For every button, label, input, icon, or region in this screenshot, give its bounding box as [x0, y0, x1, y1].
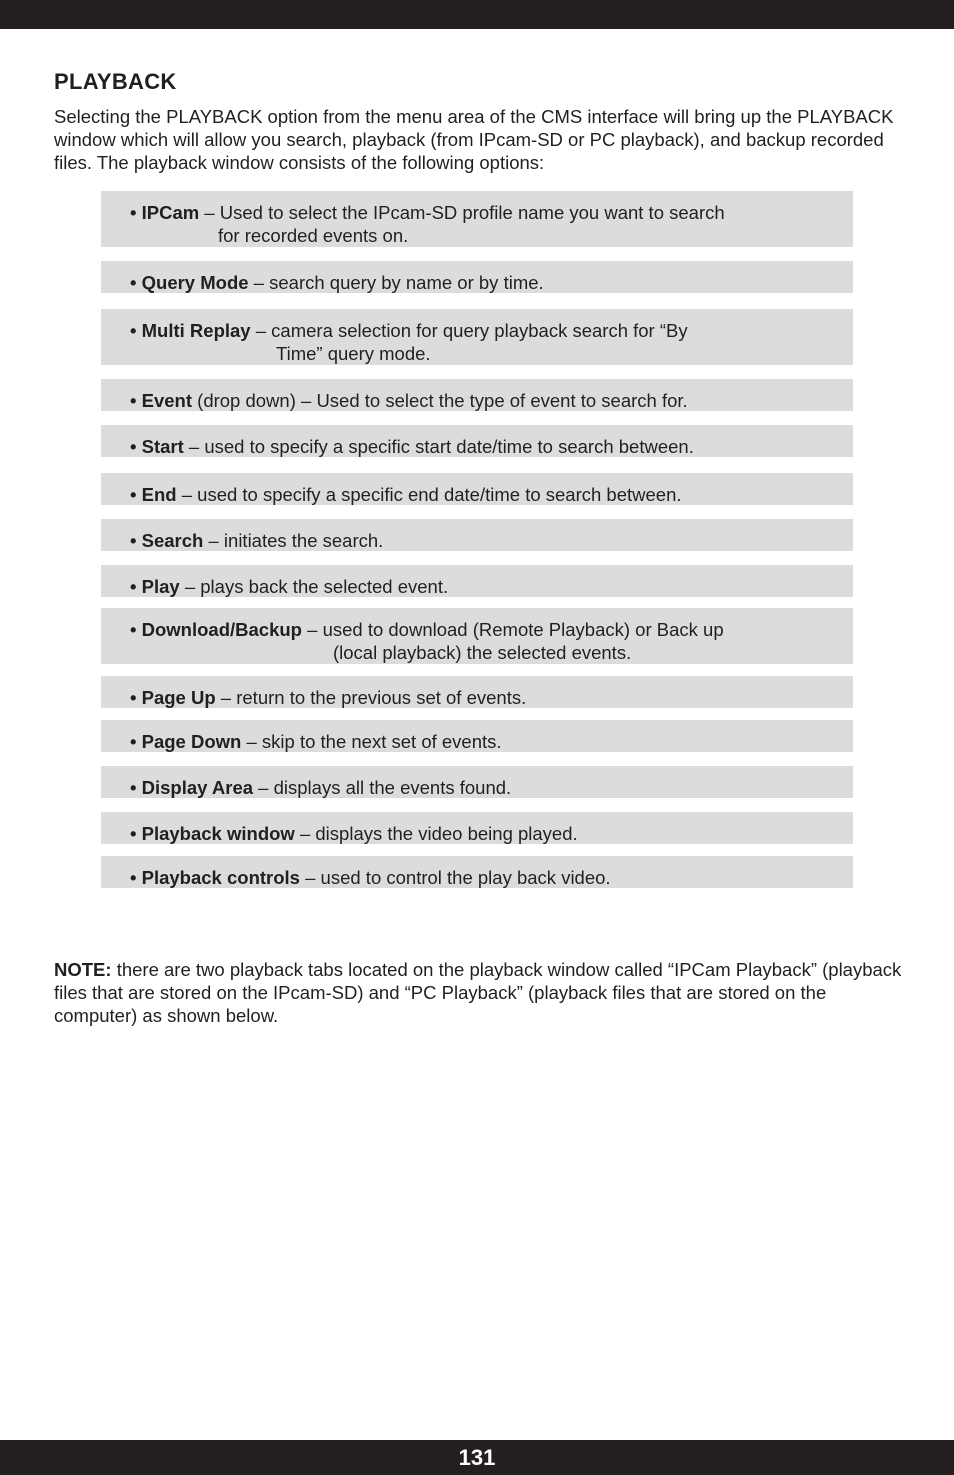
bullet-icon: • — [130, 202, 142, 223]
option-item — [101, 856, 853, 888]
option-description: search query by name or by time. — [269, 272, 544, 293]
bullet-icon: • — [130, 867, 142, 888]
option-description: displays the video being played. — [315, 823, 578, 844]
note-text: there are two playback tabs located on the playback window called “IPCam Playback” (playback files that are stored on the IPcam-SD) and “PC Playback” (playback files that are stored on the computer) as shown below. — [54, 959, 902, 1026]
bullet-icon: • — [130, 731, 142, 752]
option-description: plays back the selected event. — [200, 576, 449, 597]
option-item — [101, 425, 853, 457]
option-item — [101, 565, 853, 597]
option-description-continued: Time” query mode. — [276, 343, 431, 364]
note-label: NOTE: — [54, 959, 112, 980]
bullet-icon: • — [130, 619, 142, 640]
option-description: initiates the search. — [223, 530, 384, 551]
option-description: camera selection for query playback search for “By — [271, 320, 688, 341]
page-content — [54, 68, 904, 1026]
option-separator: – — [183, 436, 205, 457]
option-term: Playback window — [141, 823, 295, 844]
option-item — [101, 261, 853, 293]
option-term: Multi Replay — [141, 320, 251, 341]
option-item — [101, 676, 853, 708]
bullet-icon: • — [130, 687, 142, 708]
option-description: return to the previous set of events. — [236, 687, 527, 708]
option-separator: – — [179, 576, 201, 597]
option-description: Used to select the IPcam-SD profile name you want to search — [219, 202, 725, 223]
option-term: Playback controls — [141, 867, 300, 888]
option-separator: – — [176, 484, 198, 505]
option-description: skip to the next set of events. — [261, 731, 502, 752]
option-term: Start — [141, 436, 184, 457]
option-item — [101, 379, 853, 411]
bullet-icon: • — [130, 823, 142, 844]
bullet-icon: • — [130, 576, 142, 597]
option-term: Play — [141, 576, 180, 597]
options-list — [101, 191, 853, 888]
bullet-icon: • — [130, 272, 142, 293]
option-description-continued: for recorded events on. — [218, 225, 409, 246]
bullet-icon: • — [130, 530, 142, 551]
option-separator: – — [203, 530, 224, 551]
option-term: Display Area — [141, 777, 254, 798]
option-separator: – — [301, 619, 323, 640]
option-description: used to control the play back video. — [320, 867, 611, 888]
bullet-icon: • — [130, 320, 142, 341]
intro-paragraph: Selecting the PLAYBACK option from the menu area of the CMS interface will bring up the PLAYBACK window which will allow you search, playback (from IPcam-SD or PC playback), and backup recorded files. The playback window consists of the following options: — [54, 106, 894, 173]
option-item — [101, 608, 853, 664]
option-separator: – — [199, 202, 220, 223]
option-description: used to download (Remote Playback) or Back up — [322, 619, 724, 640]
option-term: Download/Backup — [141, 619, 302, 640]
option-separator: – — [299, 867, 321, 888]
note-paragraph — [54, 958, 904, 1027]
option-term: Search — [141, 530, 204, 551]
top-bar — [0, 0, 954, 29]
section-title: PLAYBACK — [54, 69, 177, 94]
option-description: displays all the events found. — [273, 777, 512, 798]
option-term: IPCam — [141, 202, 200, 223]
option-item — [101, 519, 853, 551]
bullet-icon: • — [130, 777, 142, 798]
option-description: (drop down) – Used to select the type of event to search for. — [197, 390, 688, 411]
option-separator: – — [253, 777, 274, 798]
option-description: used to specify a specific end date/time to search between. — [197, 484, 682, 505]
option-separator: – — [294, 823, 316, 844]
option-item — [101, 473, 853, 505]
option-separator: – — [215, 687, 237, 708]
option-separator: – — [250, 320, 272, 341]
option-term: Event — [141, 390, 193, 411]
option-term: Page Up — [141, 687, 216, 708]
bullet-icon: • — [130, 484, 142, 505]
option-term: End — [141, 484, 177, 505]
page-number: 131 — [0, 1440, 954, 1475]
option-item — [101, 720, 853, 752]
option-item — [101, 309, 853, 365]
option-separator: – — [241, 731, 262, 752]
option-description-continued: (local playback) the selected events. — [333, 642, 632, 663]
bullet-icon: • — [130, 390, 142, 411]
option-term: Page Down — [141, 731, 242, 752]
option-item — [101, 812, 853, 844]
option-term: Query Mode — [141, 272, 249, 293]
option-item — [101, 191, 853, 247]
option-item — [101, 766, 853, 798]
option-description: used to specify a specific start date/time to search between. — [204, 436, 694, 457]
bullet-icon: • — [130, 436, 142, 457]
option-separator: – — [248, 272, 270, 293]
